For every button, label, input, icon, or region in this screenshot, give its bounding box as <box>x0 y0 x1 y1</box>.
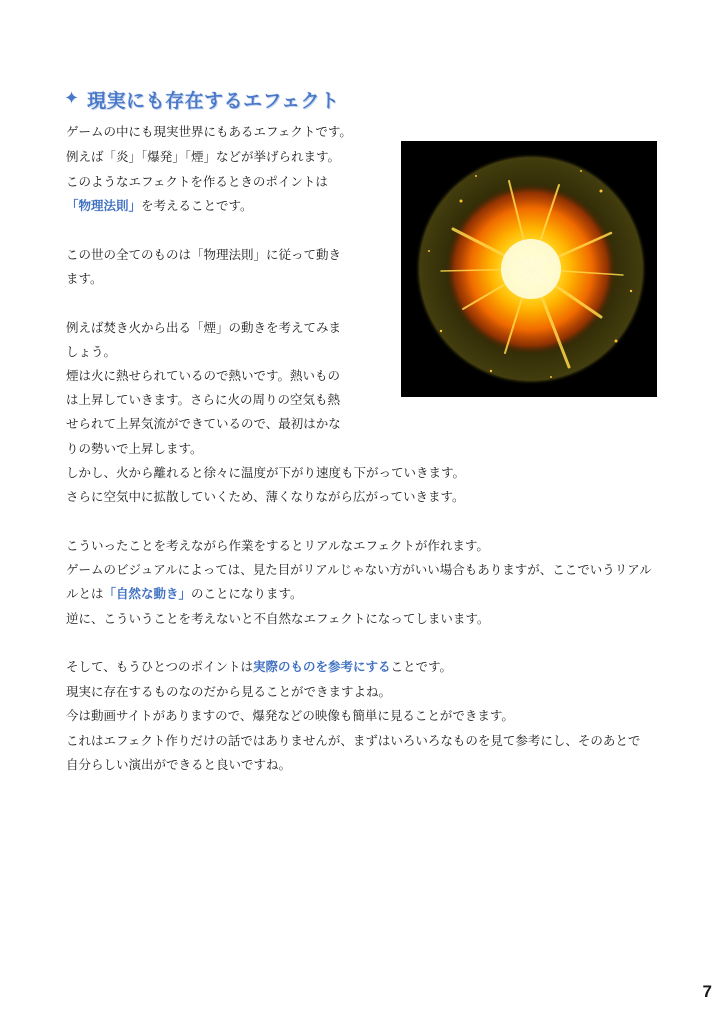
highlight-natural-motion: 「自然な動き」 <box>103 586 192 601</box>
body-line: は上昇していきます。さらに火の周りの空気も熱 <box>66 392 341 407</box>
body-line: ゲームのビジュアルによっては、見た目がリアルじゃない方がいい場合もありますが、ここでいうリアル <box>66 562 652 577</box>
body-line: この世の全てのものは「物理法則」に従って動き <box>66 247 342 262</box>
body-text: ルとは <box>66 586 104 601</box>
body-line: このようなエフェクトを作るときのポイントは <box>66 174 328 189</box>
body-line: 逆に、こういうことを考えないと不自然なエフェクトになってしまいます。 <box>66 611 490 626</box>
highlight-physics-law: 「物理法則」 <box>66 198 142 213</box>
body-line: 今は動画サイトがありますので、爆発などの映像も簡単に見ることができます。 <box>66 708 514 723</box>
page-number: 7 <box>702 982 712 1001</box>
highlight-reference-real: 実際のものを参考にする <box>253 659 391 674</box>
body-line: 現実に存在するものなのだから見ることができますよね。 <box>66 684 392 699</box>
body-line: こういったことを考えながら作業をするとリアルなエフェクトが作れます。 <box>66 538 489 553</box>
section-title: 現実にも存在するエフェクト <box>87 89 340 112</box>
sparkle-icon: ✦ <box>64 88 80 109</box>
body-line: 例えば焚き火から出る「煙」の動きを考えてみま <box>66 320 342 335</box>
section-heading <box>64 86 340 112</box>
body-line: しかし、火から離れると徐々に温度が下がり速度も下がっていきます。 <box>66 465 466 480</box>
body-text: を考えることです。 <box>141 198 253 213</box>
explosion-image <box>401 141 657 397</box>
body-line <box>66 659 452 675</box>
body-text: ことです。 <box>390 659 453 674</box>
body-line: 自分らしい演出ができると良いですね。 <box>66 757 292 772</box>
body-line: しょう。 <box>66 344 117 359</box>
body-line: ます。 <box>66 271 103 286</box>
body-text: のことになります。 <box>191 586 303 601</box>
body-line: これはエフェクト作りだけの話ではありませんが、まずはいろいろなものを見て参考にし、そのあとで <box>66 733 641 748</box>
body-line: せられて上昇気流ができているので、最初はかな <box>66 416 341 431</box>
body-line: 例えば「炎」「爆発」「煙」などが挙げられます。 <box>66 149 341 164</box>
body-line <box>66 586 303 602</box>
body-text: そして、もうひとつのポイントは <box>66 659 254 674</box>
body-line: りの勢いで上昇します。 <box>66 441 203 456</box>
body-line <box>66 198 253 214</box>
body-line: 煙は火に熱せられているので熱いです。熱いもの <box>66 368 341 383</box>
body-line: さらに空気中に拡散していくため、薄くなりながら広がっていきます。 <box>66 489 465 504</box>
body-line: ゲームの中にも現実世界にもあるエフェクトです。 <box>66 124 352 139</box>
